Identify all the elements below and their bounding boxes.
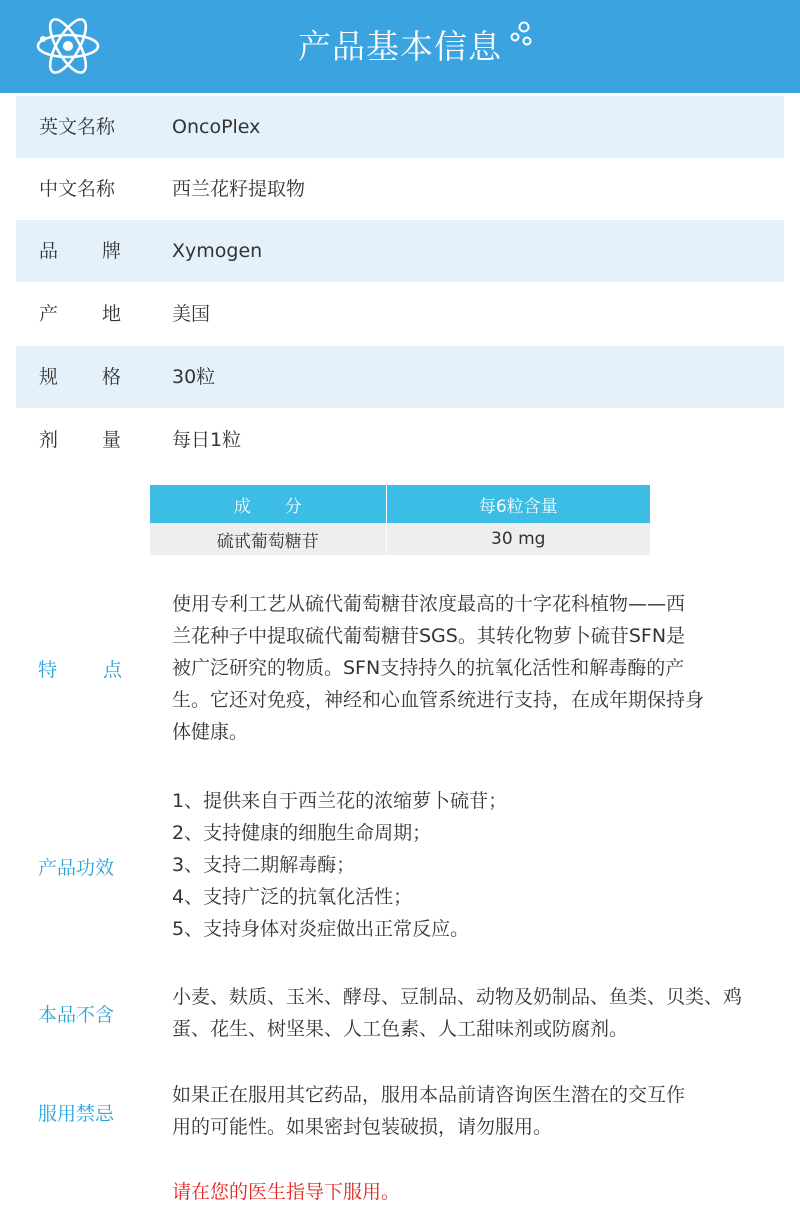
excludes-line: 小麦、麸质、玉米、酵母、豆制品、动物及奶制品、鱼类、贝类、鸡 [172, 986, 743, 1008]
features-line: 兰花种子中提取硫代葡萄糖苷SGS。其转化物萝卜硫苷SFN是 [172, 625, 686, 647]
ingredient-table-header [150, 485, 650, 523]
page-header [0, 0, 800, 93]
info-label: 中文名称 [39, 178, 116, 200]
list-item: 5、支持身体对炎症做出正常反应。 [172, 918, 470, 940]
efficacy-list [172, 785, 752, 945]
table-row [150, 523, 650, 555]
features-line: 体健康。 [172, 721, 249, 743]
info-row-spec [16, 346, 784, 408]
info-row-origin [16, 283, 784, 345]
info-row-brand [16, 220, 784, 282]
list-item: 4、支持广泛的抗氧化活性； [172, 886, 413, 908]
info-label: 品 牌 [39, 240, 121, 262]
contraindications-line: 如果正在服用其它药品，服用本品前请咨询医生潜在的交互作 [172, 1084, 686, 1106]
info-label: 产 地 [39, 303, 121, 325]
bubbles-icon [505, 20, 535, 48]
info-label: 英文名称 [39, 116, 116, 138]
features-line: 被广泛研究的物质。SFN支持持久的抗氧化活性和解毒酶的产 [172, 657, 685, 679]
list-item: 3、支持二期解毒酶； [172, 854, 356, 876]
info-row-dosage [16, 409, 784, 471]
info-row-chinese-name [16, 158, 784, 220]
features-line: 使用专利工艺从硫代葡萄糖苷浓度最高的十字花科植物——西 [172, 593, 686, 615]
ingredient-table [150, 485, 650, 555]
ingredient-header-name: 成 分 [150, 485, 386, 523]
list-item: 1、提供来自于西兰花的浓缩萝卜硫苷； [172, 790, 508, 812]
info-value: 西兰花籽提取物 [172, 178, 306, 200]
ingredient-name: 硫甙葡萄糖苷 [150, 523, 386, 555]
info-value: 30粒 [172, 366, 216, 388]
excludes-text [172, 981, 752, 1045]
features-label: 特 点 [38, 659, 122, 681]
info-label: 规 格 [39, 366, 121, 388]
contraindications-label: 服用禁忌 [38, 1103, 115, 1125]
ingredient-amount: 30 mg [386, 523, 650, 555]
info-value: OncoPlex [172, 116, 261, 138]
list-item: 2、支持健康的细胞生命周期； [172, 822, 432, 844]
info-value: Xymogen [172, 240, 263, 262]
excludes-label: 本品不含 [38, 1004, 115, 1026]
contraindications-text [172, 1079, 752, 1143]
features-line: 生。它还对免疫，神经和心血管系统进行支持，在成年期保持身 [172, 689, 705, 711]
info-row-english-name [16, 96, 784, 158]
info-value: 每日1粒 [172, 429, 242, 451]
ingredient-header-amount: 每6粒含量 [386, 485, 650, 523]
info-value: 美国 [172, 303, 211, 325]
contraindications-line: 用的可能性。如果密封包装破损，请勿服用。 [172, 1116, 553, 1138]
excludes-line: 蛋、花生、树坚果、人工色素、人工甜味剂或防腐剂。 [172, 1018, 629, 1040]
doctor-guidance-warning: 请在您的医生指导下服用。 [172, 1181, 401, 1203]
efficacy-label: 产品功效 [38, 857, 115, 879]
features-text [172, 588, 752, 748]
info-label: 剂 量 [39, 429, 121, 451]
page-title: 产品基本信息 [298, 27, 502, 66]
